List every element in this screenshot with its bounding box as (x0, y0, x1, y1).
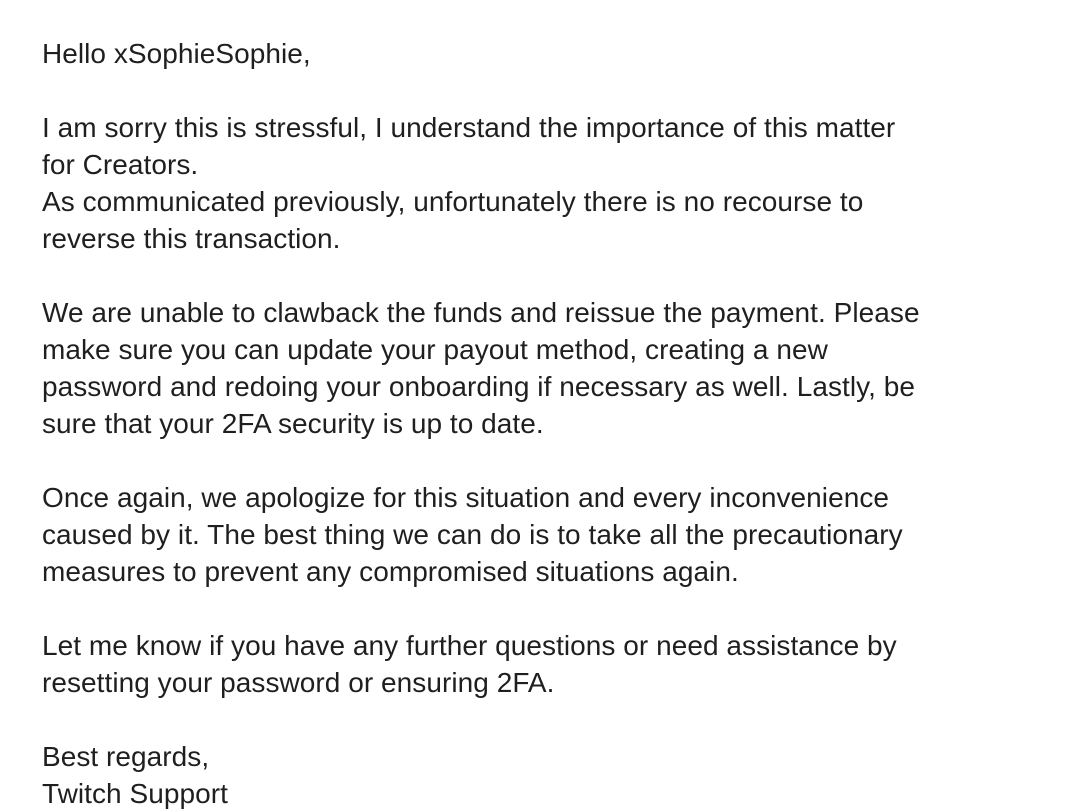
closing-line: Best regards, (42, 741, 210, 772)
apology-followup-paragraph (42, 479, 1052, 590)
greeting-line: Hello xSophieSophie, (42, 38, 311, 69)
text-line: make sure you can update your payout method, creating a new (42, 334, 828, 365)
apology-paragraph (42, 109, 1052, 257)
text-line: sure that your 2FA security is up to date. (42, 408, 544, 439)
text-line: Let me know if you have any further questions or need assistance by (42, 630, 897, 661)
text-line: resetting your password or ensuring 2FA. (42, 667, 555, 698)
email-message-body (42, 35, 1052, 812)
text-line: reverse this transaction. (42, 223, 341, 254)
greeting-paragraph (42, 35, 1052, 72)
assistance-paragraph (42, 627, 1052, 701)
signature-line: Twitch Support (42, 778, 228, 809)
text-line: caused by it. The best thing we can do is to take all the precautionary (42, 519, 903, 550)
text-line: password and redoing your onboarding if necessary as well. Lastly, be (42, 371, 915, 402)
text-line: Once again, we apologize for this situation and every inconvenience (42, 482, 889, 513)
text-line: measures to prevent any compromised situations again. (42, 556, 739, 587)
text-line: We are unable to clawback the funds and reissue the payment. Please (42, 297, 920, 328)
text-line: As communicated previously, unfortunately there is no recourse to (42, 186, 864, 217)
text-line: I am sorry this is stressful, I understand the importance of this matter (42, 112, 896, 143)
text-line: for Creators. (42, 149, 199, 180)
instructions-paragraph (42, 294, 1052, 442)
signoff-block (42, 738, 1052, 812)
